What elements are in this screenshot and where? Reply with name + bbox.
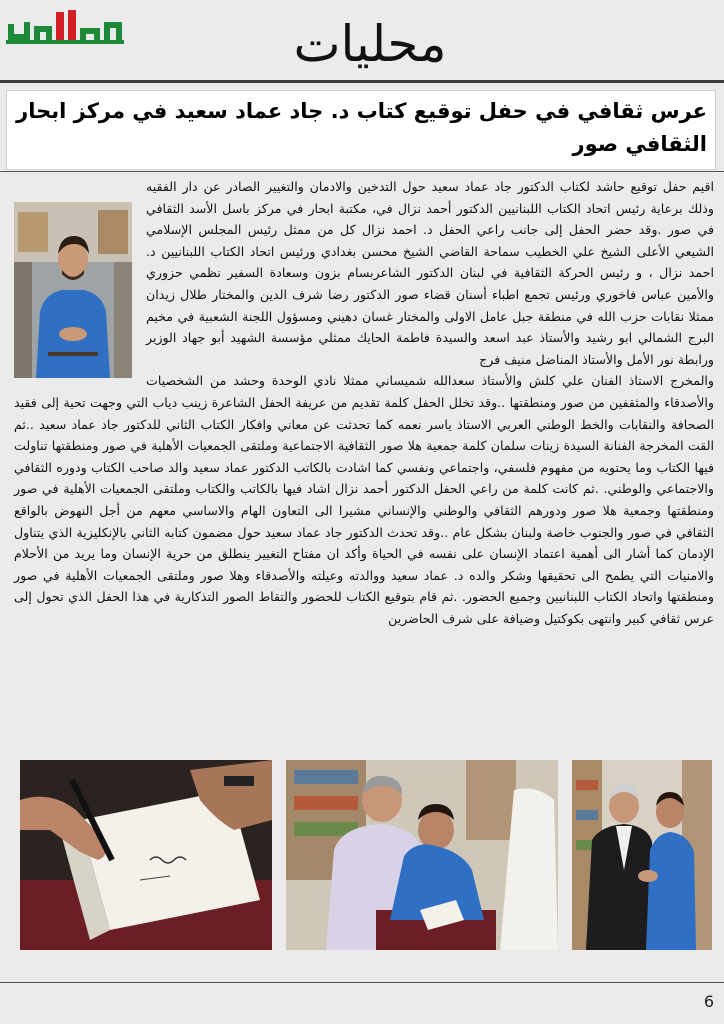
logo-mark xyxy=(4,6,126,50)
page-number: 6 xyxy=(703,992,714,1011)
article-headline: عرس ثقافي في حفل توقيع كتاب د. جاد عماد سعيد في مركز ابحار الثقافي صور xyxy=(16,99,707,156)
author-signing-book-photo xyxy=(286,760,558,950)
footer-divider xyxy=(0,982,724,983)
photo-strip xyxy=(0,760,724,960)
headline-box xyxy=(6,90,716,170)
author-portrait-photo xyxy=(14,202,132,378)
article-body xyxy=(14,176,714,736)
hala-sour-logo xyxy=(4,6,126,50)
header-divider xyxy=(0,80,724,83)
section-title: محليات xyxy=(293,15,447,73)
headline-divider xyxy=(0,171,724,172)
book-signing-hands-photo xyxy=(20,760,272,950)
author-with-guest-photo xyxy=(572,760,712,950)
article-paragraph: اقيم حفل توقيع حاشد لكتاب الدكتور جاد عماد سعيد حول التدخين والادمان والتغيير الصادر عن دار الفقيه وذلك برعاية رئيس اتحاد الكتاب اللبنانيين الدكتور أحمد نزال في، مكتبة ابحار في مركز باسل الأسد الثقافي في صور .وقد حضر الحفل إلى جانب راعي الحفل د. احمد نزال كل من ممثل رئيس المجلس الإسلامي الشيعي الأعلى الشيخ علي الخطيب سماحة القاضي الشيخ محسن بغدادي ورئيس اتحاد الكتاب اللبنانيين د. احمد نزال ، و رئيس الحركة الثقافية في لبنان الدكتور الشاعربسام بزون وسعادة السفير نظمي حزوري والأمين عباس فاخوري ورئيس تجمع اطباء أسنان قضاء صور الدكتور رضا شرف الدين والمختار طلال زيدان ممثلا نقابات حزب الله في منطقة جبل عامل الاولى والمختار غسان دهيني ومسؤول اللجنة الشعبية في مخيم البرج الشمالي ابو رشيد والأستاذ عبد اسعد والسيدة فاطمة الحايك ممثلي مؤسسة الشهيد أبو جهاد الوزير ورابطة نور الأمل والأستاذ المناضل منيف فرج xyxy=(146,179,714,367)
article-paragraph: والمخرج الاستاذ الفنان علي كلش والأستاذ سعدالله شميساني ممثلا نادي الوحدة وحشد من الشخصيات والأصدقاء والمثقفين من صور ومنطقتها ..وقد تخلل الحفل كلمة تقديم من عريفة الحفل الشاعرة زينب دياب التي وجهت تحية إلى فقيد الصحافة والنقابات والخط الوطني العربي الاستاذ ياسر نعمه كما تحدثت عن معاني وافكار الكتاب الثاني للدكتور جاد عماد سعيد ..ثم القت المخرجة الفنانة السيدة زينات سلمان كلمة جمعية هلا صور الثقافية الاجتماعية وملتقى الجمعيات الأهلية في صور ومنطقتها تناولت فيها الكتاب وما يحتويه من مفهوم فلسفي، واجتماعي ونفسي كما اشادت بالكاتب الدكتور عماد سعيد والد صاحب الكتاب ودوره الثقافي والاجتماعي والوطني. .ثم كانت كلمة من راعي الحفل الدكتور أحمد نزال اشاد فيها بالكاتب والكتاب وملتقى الجمعيات الأهلية في صور ومنطقتها وجمعية هلا صور ودورهم الثقافي والوطني والإنساني مشيرا الى التعاون الهام والاساسي معهم من أجل النهوض بالواقع الثقافي في صور والجنوب خاصة ولبنان بشكل عام ..وقد تحدث الدكتور جاد عماد سعيد حول مضمون كتابه الثاني بالإنكليزية الذي يتناول الإدمان كما أشار الى أهمية اعتماد الإنسان على نفسه في الحياة وأكد ان مفتاح التغيير ينطلق من حرية الإنسان وما يريد من الأحلام والامنيات التي يطمح الى تحقيقها وشكر والده د. عماد سعيد ووالدته وعيلته والأصدقاء وهلا صور وملتقى الجمعيات الأهلية في صور ومنطقتها واتحاد الكتاب اللبنانيين وجميع الحضور. .ثم قام بتوقيع الكتاب للحضور والتقاط الصور التذكارية في هذا الحفل الذي تحول إلى عرس ثقافي كبير وانتهى بكوكتيل وضيافة على شرف الحاضرين xyxy=(14,373,714,626)
